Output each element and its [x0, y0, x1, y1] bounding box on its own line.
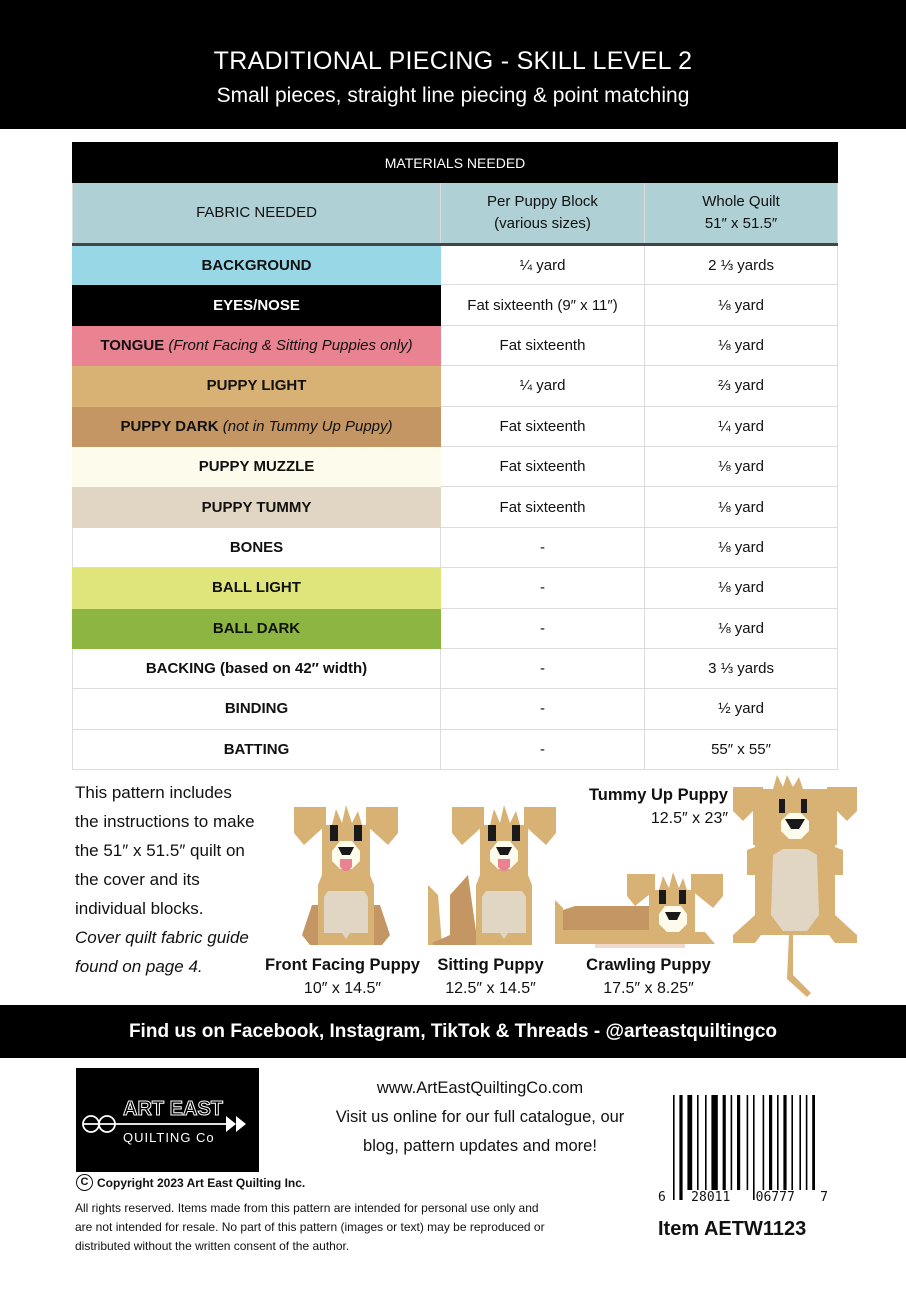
- page-subtitle: Small pieces, straight line piecing & point matching: [216, 84, 690, 107]
- page-title: TRADITIONAL PIECING - SKILL LEVEL 2: [213, 47, 693, 75]
- svg-text:ART EAST: ART EAST: [123, 1098, 223, 1120]
- intro-line-italic: found on page 4.: [75, 957, 203, 976]
- puppy-name: Sitting Puppy: [437, 956, 544, 974]
- fabric-cell: BONES: [73, 527, 441, 567]
- puppy-caption-front-facing: [255, 956, 430, 998]
- whole-quilt-cell: ⅛ yard: [645, 325, 838, 365]
- fabric-cell: BINDING: [73, 689, 441, 729]
- legal-line: All rights reserved. Items made from this pattern are intended for personal use only and: [75, 1201, 539, 1215]
- fabric-cell: PUPPY TUMMY: [73, 487, 441, 527]
- legal-text: [75, 1199, 635, 1256]
- copyright: [76, 1174, 305, 1191]
- puppy-name: Front Facing Puppy: [265, 956, 420, 974]
- column-header-per-block: Per Puppy Block (various sizes): [441, 183, 645, 245]
- fabric-cell: PUPPY LIGHT: [73, 366, 441, 406]
- per-block-cell: -: [441, 729, 645, 769]
- intro-line-italic: Cover quilt fabric guide: [75, 928, 249, 947]
- barcode-icon: [665, 1095, 815, 1205]
- intro-line: the instructions to make: [75, 812, 255, 831]
- whole-quilt-cell: ⅛ yard: [645, 487, 838, 527]
- whole-quilt-cell: ⅛ yard: [645, 568, 838, 608]
- fabric-cell: EYES/NOSE: [73, 285, 441, 325]
- fabric-cell: BACKGROUND: [73, 245, 441, 285]
- table-row: [73, 608, 838, 648]
- header-banner: [0, 0, 906, 129]
- intro-line: the 51″ x 51.5″ quilt on: [75, 841, 245, 860]
- per-block-cell: ¼ yard: [441, 366, 645, 406]
- column-header-whole-quilt: Whole Quilt 51″ x 51.5″: [645, 183, 838, 245]
- per-block-cell: -: [441, 527, 645, 567]
- whole-quilt-cell: ⅔ yard: [645, 366, 838, 406]
- whole-quilt-cell: 55″ x 55″: [645, 729, 838, 769]
- tummy-up-puppy-illustration: [733, 775, 857, 997]
- sitting-puppy-illustration: [428, 795, 558, 947]
- puppy-size: 17.5″ x 8.25″: [603, 980, 694, 997]
- table-row: [73, 487, 838, 527]
- puppy-size: 12.5″ x 23″: [650, 810, 728, 827]
- puppy-caption-tummy-up: [576, 786, 728, 828]
- table-row: [73, 285, 838, 325]
- per-block-cell: -: [441, 689, 645, 729]
- fabric-note: (Front Facing & Sitting Puppies only): [168, 336, 413, 354]
- barcode-digit: 7: [820, 1190, 828, 1205]
- barcode-digit: 06777: [755, 1190, 795, 1205]
- puppy-name: Tummy Up Puppy: [588, 786, 728, 804]
- art-east-logo: [76, 1068, 259, 1172]
- puppy-size: 10″ x 14.5″: [303, 980, 382, 997]
- svg-text:QUILTING Co: QUILTING Co: [123, 1130, 215, 1145]
- whole-quilt-cell: ¼ yard: [645, 406, 838, 446]
- materials-title: MATERIALS NEEDED: [73, 143, 838, 183]
- fabric-cell: BACKING (based on 42″ width): [73, 648, 441, 688]
- whole-quilt-cell: ⅛ yard: [645, 285, 838, 325]
- fabric-cell: PUPPY MUZZLE: [73, 446, 441, 486]
- whole-quilt-cell: 3 ⅓ yards: [645, 648, 838, 688]
- intro-text: [75, 778, 275, 981]
- fabric-cell: BALL DARK: [73, 608, 441, 648]
- barcode-digits: [658, 1190, 828, 1205]
- per-block-cell: Fat sixteenth (9″ x 11″): [441, 285, 645, 325]
- whole-quilt-cell: ⅛ yard: [645, 446, 838, 486]
- puppy-name: Crawling Puppy: [586, 956, 711, 974]
- fabric-cell: PUPPY DARK (not in Tummy Up Puppy): [73, 406, 441, 446]
- materials-table: [72, 142, 838, 770]
- table-row: [73, 446, 838, 486]
- social-text: Find us on Facebook, Instagram, TikTok & Threads - @arteastquiltingco: [128, 1021, 778, 1042]
- per-block-cell: -: [441, 568, 645, 608]
- copyright-text: Copyright 2023 Art East Quilting Inc.: [97, 1175, 306, 1190]
- intro-line: the cover and its: [75, 870, 200, 889]
- puppy-caption-sitting: [428, 956, 553, 998]
- item-number: Item AETW1123: [658, 1218, 807, 1240]
- fabric-cell: BATTING: [73, 729, 441, 769]
- table-row: [73, 366, 838, 406]
- per-block-cell: -: [441, 648, 645, 688]
- legal-line: are not intended for resale. No part of this pattern (images or text) may be reproduced or: [75, 1220, 545, 1234]
- visit-text: blog, pattern updates and more!: [363, 1137, 597, 1155]
- whole-quilt-cell: 2 ⅓ yards: [645, 245, 838, 285]
- table-row: [73, 406, 838, 446]
- website-link[interactable]: www.ArtEastQuiltingCo.com: [376, 1079, 584, 1097]
- whole-quilt-cell: ⅛ yard: [645, 608, 838, 648]
- per-block-cell: Fat sixteenth: [441, 487, 645, 527]
- website-blurb: [290, 1074, 670, 1161]
- table-row: [73, 729, 838, 769]
- table-row: [73, 325, 838, 365]
- fabric-cell: BALL LIGHT: [73, 568, 441, 608]
- per-block-cell: Fat sixteenth: [441, 406, 645, 446]
- table-row: [73, 527, 838, 567]
- barcode-digit: 28011: [691, 1190, 731, 1205]
- per-block-cell: Fat sixteenth: [441, 325, 645, 365]
- per-block-cell: ¼ yard: [441, 245, 645, 285]
- table-row: [73, 568, 838, 608]
- crawling-puppy-illustration: [555, 860, 735, 948]
- copyright-icon: C: [76, 1174, 93, 1191]
- fabric-note: (not in Tummy Up Puppy): [222, 417, 393, 435]
- whole-quilt-cell: ½ yard: [645, 689, 838, 729]
- visit-text: Visit us online for our full catalogue, our: [335, 1108, 625, 1126]
- whole-quilt-cell: ⅛ yard: [645, 527, 838, 567]
- legal-line: distributed without the written consent of the author.: [75, 1239, 350, 1253]
- per-block-cell: -: [441, 608, 645, 648]
- table-row: [73, 245, 838, 285]
- intro-line: This pattern includes: [75, 783, 232, 802]
- fabric-cell: TONGUE (Front Facing & Sitting Puppies only): [73, 325, 441, 365]
- puppy-size: 12.5″ x 14.5″: [445, 980, 536, 997]
- logo-mark-icon: [76, 1068, 259, 1172]
- social-banner: [0, 1005, 906, 1058]
- intro-line: individual blocks.: [75, 899, 204, 918]
- table-row: [73, 689, 838, 729]
- puppy-caption-crawling: [576, 956, 721, 998]
- per-block-cell: Fat sixteenth: [441, 446, 645, 486]
- barcode-digit: 6: [658, 1190, 666, 1205]
- column-header-fabric: FABRIC NEEDED: [73, 183, 441, 245]
- table-row: [73, 648, 838, 688]
- front-facing-puppy-illustration: [292, 795, 400, 947]
